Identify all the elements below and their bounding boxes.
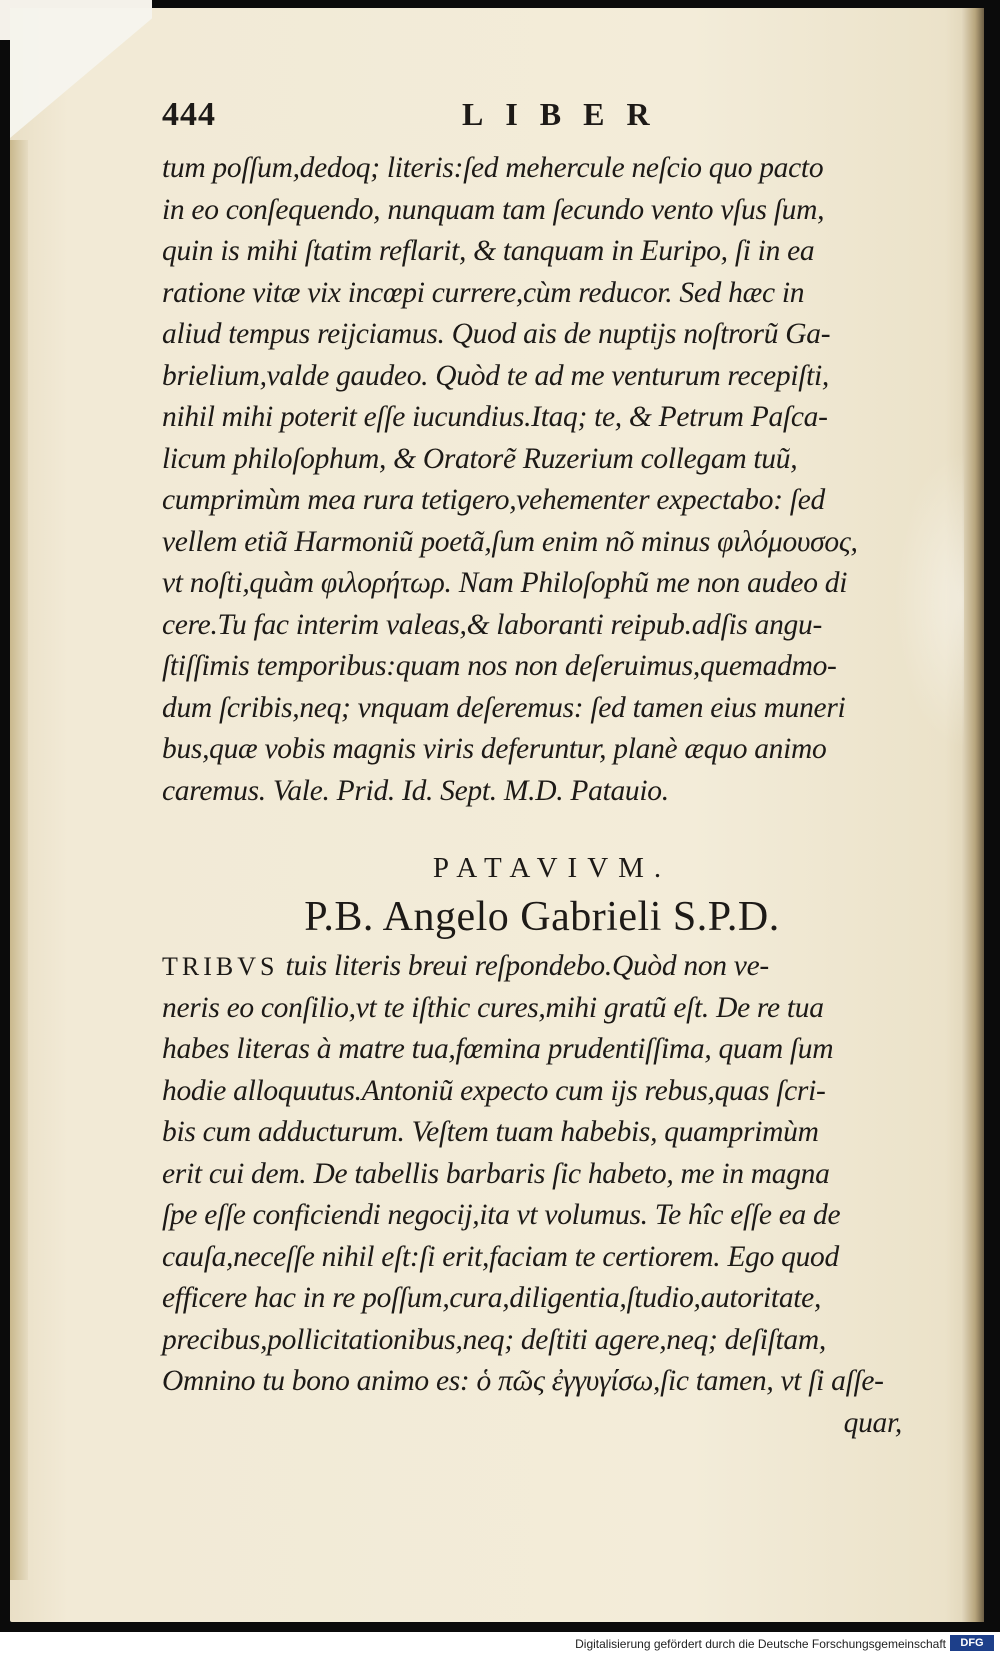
text-line: cauſa,neceſſe nihil eſt:ſi erit,faciam te certiorem. Ego quod [162, 1240, 839, 1273]
opening-word: TRIBVS [162, 952, 279, 981]
page-gutter-edge [962, 8, 984, 1622]
funding-credit: Digitalisierung gefördert durch die Deutsche Forschungsgemeinschaft [575, 1637, 946, 1651]
text-line: tum poſſum,dedoq; literis:ſed mehercule neſcio quo pacto [162, 152, 824, 184]
text-line: efficere hac in re poſſum,cura,diligentia,ſtudio,autoritate, [162, 1282, 822, 1314]
letter-one-body [162, 148, 902, 812]
section-heading: PATAVIVM. [432, 852, 672, 884]
text-line: aliud tempus reijciamus. Quod ais de nuptijs noſtrorũ Ga- [162, 318, 831, 350]
text-line: in eo conſequendo, nunquam tam ſecundo vento vſus ſum, [162, 193, 825, 226]
text-line: brielium,valde gaudeo. Quòd te ad me venturum recepiſti, [162, 359, 830, 392]
page-text [162, 96, 902, 1444]
text-line: ſtiſſimis temporibus:quam nos non deſeruimus,quemadmo- [162, 650, 837, 682]
text-line: ratione vitæ vix incœpi currere,cùm reducor. Sed hæc in [162, 276, 805, 309]
text-line: erit cui dem. De tabellis barbaris ſic habeto, me in magna [162, 1157, 830, 1190]
text-line: caremus. Vale. Prid. Id. Sept. M.D. Patauio. [162, 774, 669, 807]
text-line: cumprimùm mea rura tetigero,vehementer expectabo: ſed [162, 484, 825, 516]
text-line: Omnino tu bono animo es: ὁ πῶς ἐγγυγίσω,ſic tamen, vt ſi aſſe- [162, 1365, 884, 1397]
text-line: dum ſcribis,neq; vnquam deſeremus: ſed tamen eius muneri [162, 691, 846, 724]
text-line: nihil mihi poterit eſſe iucundius.Itaq; te, & Petrum Paſca- [162, 401, 828, 433]
text-line: habes literas à matre tua,fœmina prudentiſſima, quam ſum [162, 1033, 834, 1065]
text-line: hodie alloquutus.Antoniũ expecto cum ijs rebus,quas ſcri- [162, 1074, 826, 1107]
text-line: vt noſti,quàm φιλορήτωρ. Nam Philoſophũ me non audeo di [162, 567, 848, 599]
text-line: licum philoſophum, & Oratorẽ Ruzerium collegam tuũ, [162, 442, 798, 475]
letter-title: P.B. Angelo Gabrieli S.P.D. [304, 894, 780, 940]
text-line: neris eo conſilio,vt te iſthic cures,mihi gratũ eſt. De re tua [162, 991, 824, 1024]
text-line-first [162, 946, 902, 988]
text-line: vellem etiã Harmoniũ poetã,ſum enim nõ minus φιλόμουσος, [162, 525, 858, 558]
running-head: LIBER [462, 96, 672, 132]
catchword: quar, [843, 1406, 902, 1439]
text-line: bus,quæ vobis magnis viris deferuntur, planè æquo animo [162, 733, 827, 765]
text-line: ſpe eſſe conficiendi negocij,ita vt volumus. Te hîc eſſe ea de [162, 1199, 841, 1231]
paper-wear [894, 450, 964, 750]
text-line: cere.Tu fac interim valeas,& laboranti reipub.adſis angu- [162, 608, 822, 641]
page-number: 444 [162, 96, 216, 133]
first-line-rest: tuis literis breui reſpondebo.Quòd non ve- [278, 950, 769, 982]
page-left-edge [10, 140, 28, 1580]
text-line: bis cum adducturum. Veſtem tuam habebis, quamprimùm [162, 1116, 819, 1148]
letter-two-body [162, 946, 902, 1444]
page-header [162, 96, 902, 148]
footer-bar [0, 1632, 1000, 1654]
text-line: quin is mihi ſtatim reflarit, & tanquam in Euripo, ſi in ea [162, 235, 815, 267]
text-line: precibus,pollicitationibus,neq; deſtiti agere,neq; deſiſtam, [162, 1323, 826, 1356]
dfg-logo: DFG [950, 1635, 994, 1651]
